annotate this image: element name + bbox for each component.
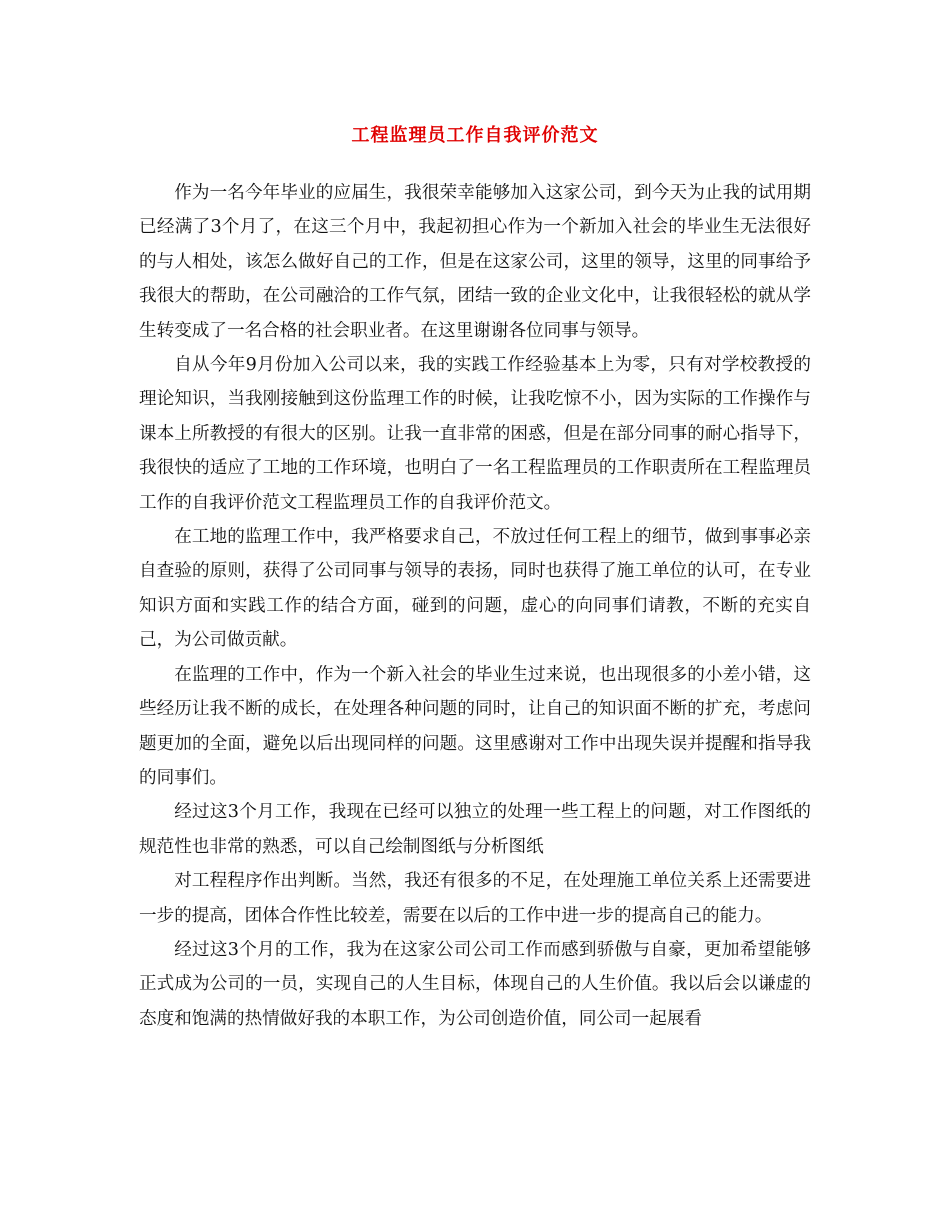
document-body — [139, 176, 811, 1036]
paragraph-7: 经过这3个月的工作，我为在这家公司公司工作而感到骄傲与自豪，更加希望能够正式成为公司的一员，实现自己的人生目标，体现自己的人生价值。我以后会以谦虚的态度和饱满的热情做好我的本职工作，为公司创造价值，同公司一起展看 — [139, 939, 811, 1029]
paragraph-3: 在工地的监理工作中，我严格要求自己，不放过任何工程上的细节，做到事事必亲自查验的原则，获得了公司同事与领导的表扬，同时也获得了施工单位的认可，在专业知识方面和实践工作的结合方面，碰到的问题，虚心的向同事们请教，不断的充实自己，为公司做贡献。 — [139, 527, 811, 651]
paragraph-1: 作为一名今年毕业的应届生，我很荣幸能够加入这家公司，到今天为止我的试用期已经满了3个月了，在这三个月中，我起初担心作为一个新加入社会的毕业生无法很好的与人相处，该怎么做好自己的工作，但是在这家公司，这里的领导，这里的同事给予我很大的帮助，在公司融洽的工作气氛，团结一致的企业文化中，让我很轻松的就从学生转变成了一名合格的社会职业者。在这里谢谢各位同事与领导。 — [139, 183, 811, 341]
paragraph-6: 对工程程序作出判断。当然，我还有很多的不足，在处理施工单位关系上还需要进一步的提高，团体合作性比较差，需要在以后的工作中进一步的提高自己的能力。 — [139, 871, 811, 926]
document-title: 工程监理员工作自我评价范文 — [351, 125, 599, 146]
paragraph-4: 在监理的工作中，作为一个新入社会的毕业生过来说，也出现很多的小差小错，这些经历让我不断的成长，在处理各种问题的同时，让自己的知识面不断的扩充，考虑问题更加的全面，避免以后出现同样的问题。这里感谢对工作中出现失误并提醒和指导我的同事们。 — [139, 664, 811, 788]
paragraph-5: 经过这3个月工作，我现在已经可以独立的处理一些工程上的问题，对工作图纸的规范性也非常的熟悉，可以自己绘制图纸与分析图纸 — [139, 802, 811, 857]
paragraph-2: 自从今年9月份加入公司以来，我的实践工作经验基本上为零，只有对学校教授的理论知识，当我刚接触到这份监理工作的时候，让我吃惊不小，因为实际的工作操作与课本上所教授的有很大的区别。让我一直非常的困惑，但是在部分同事的耐心指导下，我很快的适应了工地的工作环境，也明白了一名工程监理员的工作职责所在工程监理员工作的自我评价范文工程监理员工作的自我评价范文。 — [139, 355, 811, 513]
